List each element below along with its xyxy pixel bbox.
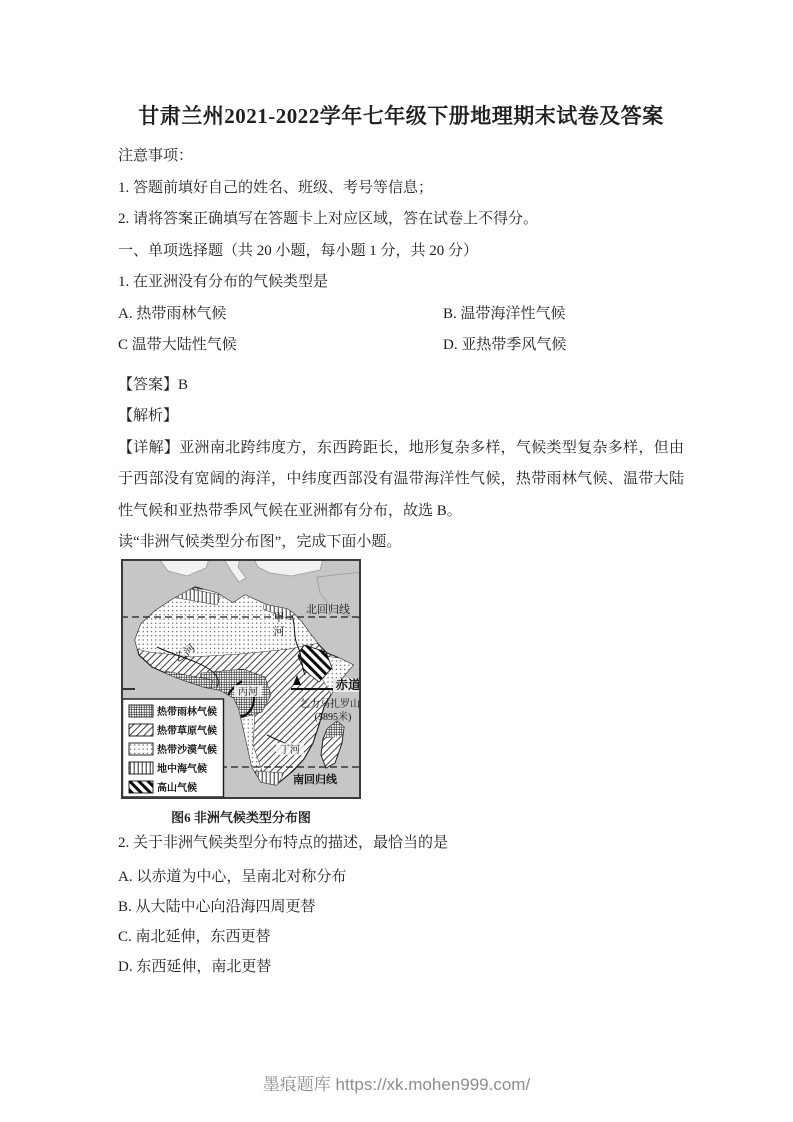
bing-river-label: 丙河	[238, 687, 258, 698]
section-heading: 一、单项选择题（共 20 小题，每小题 1 分，共 20 分）	[118, 242, 479, 259]
map-caption: 图6 非洲气候类型分布图	[171, 810, 311, 825]
notice-heading: 注意事项：	[118, 148, 194, 164]
legend-label-savanna: 热带草原气候	[157, 726, 217, 737]
legend-swatch-desert	[129, 743, 153, 755]
q2-option-c: C. 南北延伸，东西更替	[118, 929, 271, 945]
exam-body	[118, 141, 684, 559]
q2-option-a: A. 以赤道为中心，呈南北对称分布	[118, 869, 347, 885]
legend-label-desert: 热带沙漠气候	[157, 745, 217, 756]
site-watermark-footer: 墨痕题库 https://xk.mohen999.com/	[262, 1075, 531, 1094]
q2-option-d: D. 东西延伸，南北更替	[118, 959, 272, 975]
jia-river-label-char1: 甲	[273, 612, 285, 624]
map-legend	[123, 699, 224, 797]
kilimanjaro-label: 乞力马扎罗山	[300, 699, 360, 710]
yi-river-label: 乙河	[172, 642, 198, 665]
legend-swatch-alpine	[129, 781, 153, 793]
map-read-note: 读“非洲气候类型分布图”，完成下面小题。	[118, 534, 402, 550]
tropic-of-cancer-label: 北回归线	[306, 604, 350, 616]
page-title: 甘肃兰州2021-2022学年七年级下册地理期末试卷及答案	[138, 104, 664, 128]
q1-option-a: A. 热带雨林气候	[118, 305, 227, 322]
q1-option-d: D. 亚热带季风气候	[443, 337, 567, 353]
ding-river-label: 丁河	[280, 745, 300, 756]
notice-item-2: 2. 请将答案正确填写在答题卡上对应区域，答在试卷上不得分。	[118, 211, 539, 227]
q1-options-row-2	[118, 330, 684, 362]
africa-climate-map-figure	[121, 559, 361, 826]
q1-stem: 1. 在亚洲没有分布的气候类型是	[118, 274, 329, 290]
legend-swatch-mediterranean	[129, 762, 153, 774]
q1-option-b: B. 温带海洋性气候	[443, 305, 566, 322]
legend-label-alpine: 高山气候	[157, 783, 197, 794]
q1-analysis-label: 【解析】	[118, 408, 179, 424]
q2-option-b: B. 从大陆中心向沿海四周更替	[118, 899, 316, 915]
legend-label-mediterranean: 地中海气候	[157, 764, 207, 775]
notice-item-1: 1. 答题前填好自己的姓名、班级、考号等信息；	[118, 179, 434, 196]
tropic-of-capricorn-label: 南回归线	[293, 774, 337, 786]
q1-option-c: C 温带大陆性气候	[118, 337, 237, 353]
legend-swatch-rainforest	[129, 705, 153, 717]
equator-label: 赤道	[335, 678, 361, 692]
q1-answer: 【答案】B	[118, 376, 189, 393]
question-2-block	[118, 828, 684, 982]
legend-swatch-savanna	[129, 724, 153, 736]
q1-detail-explanation: 【详解】亚洲南北跨纬度方，东西跨距长，地形复杂多样，气候类型复杂多样，但由于西部没有宽阔的海洋，中纬度西部没有温带海洋性气候，热带雨林气候、温带大陆性气候和亚热带季风气候在亚洲都有分布，故选 B。	[118, 439, 684, 519]
legend-label-rainforest: 热带雨林气候	[157, 707, 217, 718]
kilimanjaro-elevation-label: (5895米)	[314, 712, 352, 723]
jia-river-label-char2: 河	[273, 626, 285, 638]
q2-stem: 2. 关于非洲气候类型分布特点的描述，最恰当的是	[118, 835, 449, 851]
africa-climate-map	[121, 559, 361, 799]
q1-options-row-1	[118, 299, 684, 331]
